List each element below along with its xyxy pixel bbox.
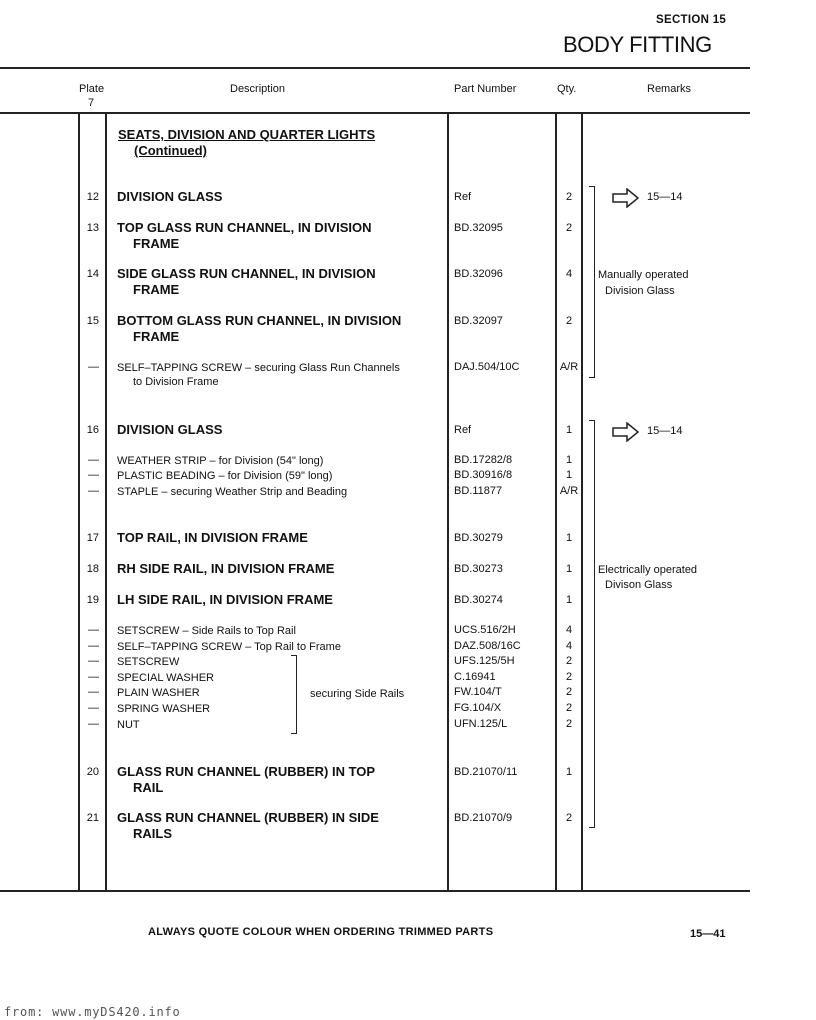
remarks-manual-line2: Division Glass (605, 285, 675, 297)
part-number: BD.30273 (454, 563, 503, 575)
part-description (117, 718, 140, 732)
section-heading-continued: (Continued) (134, 143, 207, 158)
part-description-line2: FRAME (133, 281, 180, 297)
part-description (117, 671, 214, 685)
part-description-line1: DIVISION GLASS (117, 189, 223, 204)
page-title: BODY FITTING (563, 32, 712, 57)
col-header-description: Description (230, 83, 286, 95)
footer-note: ALWAYS QUOTE COLOUR WHEN ORDERING TRIMMED PARTS (148, 926, 494, 938)
part-number: BD.32096 (454, 268, 503, 280)
arrow-right-icon (612, 422, 640, 442)
part-number: UFN.125/L (454, 718, 508, 730)
plate-number: 16 (86, 424, 99, 436)
part-number: UFS.125/5H (454, 655, 515, 667)
col-header-plate-no: 7 (88, 97, 95, 109)
quantity: 1 (565, 766, 573, 778)
part-description-line1: WEATHER STRIP – for Division (54" long) (117, 455, 324, 467)
col-header-remarks: Remarks (647, 83, 692, 95)
plate-number: 17 (86, 532, 99, 544)
plate-number: — (88, 671, 99, 683)
part-description-line1: SPECIAL WASHER (117, 672, 214, 684)
remarks-bracket-1 (589, 186, 595, 378)
remarks-bracket-2 (589, 420, 595, 828)
quantity: 2 (565, 686, 573, 698)
part-description-line1: SELF–TAPPING SCREW – Top Rail to Frame (117, 641, 341, 653)
quantity: 2 (565, 222, 573, 234)
col-line-3 (447, 112, 449, 890)
part-description (117, 530, 308, 546)
quantity: 1 (565, 532, 573, 544)
plate-number: 15 (86, 315, 99, 327)
plate-number: 19 (86, 594, 99, 606)
part-description-line2: RAILS (133, 825, 172, 841)
col-line-5 (581, 112, 583, 890)
part-description (117, 764, 375, 795)
plate-number: 12 (86, 191, 99, 203)
plate-number: — (88, 624, 99, 636)
quantity: 1 (565, 563, 573, 575)
part-number: BD.30274 (454, 594, 503, 606)
remarks-electric-line1: Electrically operated (598, 564, 698, 576)
quantity: 4 (565, 268, 573, 280)
part-description-line1: RH SIDE RAIL, IN DIVISION FRAME (117, 561, 335, 576)
part-description (117, 189, 222, 205)
plate-number: — (88, 361, 99, 373)
col-line-2 (105, 112, 107, 890)
part-description (117, 686, 200, 700)
part-number: DAZ.508/16C (454, 640, 521, 652)
quantity: 2 (565, 191, 573, 203)
part-description-line1: SETSCREW (117, 656, 180, 668)
part-number: BD.21070/9 (454, 812, 513, 824)
remarks-manual-line1: Manually operated (598, 269, 689, 281)
part-description (117, 220, 372, 251)
section-label: SECTION 15 (656, 14, 727, 26)
part-number: BD.21070/11 (454, 766, 518, 778)
plate-number: — (88, 485, 99, 497)
part-description-line1: BOTTOM GLASS RUN CHANNEL, IN DIVISION (117, 313, 402, 328)
part-number: BD.17282/8 (454, 454, 513, 466)
quantity: 2 (565, 655, 573, 667)
part-description-line1: SELF–TAPPING SCREW – securing Glass Run Channels (117, 362, 400, 374)
plate-number: — (88, 718, 99, 730)
part-description-line1: GLASS RUN CHANNEL (RUBBER) IN SIDE (117, 810, 379, 825)
quantity: A/R (559, 361, 579, 373)
part-description (117, 469, 332, 483)
part-description-line1: LH SIDE RAIL, IN DIVISION FRAME (117, 592, 333, 607)
quantity: 4 (565, 624, 573, 636)
plate-number: 20 (86, 766, 99, 778)
quantity: A/R (559, 485, 579, 497)
quantity: 1 (565, 454, 573, 466)
part-description (117, 561, 334, 577)
part-description (117, 624, 296, 638)
part-description (117, 702, 210, 716)
part-description-line2: RAIL (133, 779, 164, 795)
part-description-line1: SPRING WASHER (117, 703, 211, 715)
quantity: 4 (565, 640, 573, 652)
part-description (117, 485, 347, 499)
quantity: 2 (565, 671, 573, 683)
part-description (117, 361, 400, 389)
bottom-rule (0, 890, 750, 892)
part-description-line1: PLASTIC BEADING – for Division (59" long) (117, 470, 333, 482)
plate-number: 13 (86, 222, 99, 234)
part-description-line1: SETSCREW – Side Rails to Top Rail (117, 625, 296, 637)
part-number: C.16941 (454, 671, 496, 683)
part-description-line1: NUT (117, 719, 140, 731)
part-description-line1: PLAIN WASHER (117, 687, 200, 699)
remarks-ref-2: 15—14 (647, 425, 683, 437)
part-description (117, 810, 379, 841)
quantity: 1 (565, 424, 573, 436)
header-rule (0, 112, 750, 114)
plate-number: 14 (86, 268, 99, 280)
quantity: 2 (565, 812, 573, 824)
quantity: 1 (565, 469, 573, 481)
part-number: BD.32097 (454, 315, 503, 327)
plate-number: — (88, 655, 99, 667)
plate-number: — (88, 469, 99, 481)
plate-number: 18 (86, 563, 99, 575)
remarks-ref-1: 15—14 (647, 191, 683, 203)
part-description-line1: SIDE GLASS RUN CHANNEL, IN DIVISION (117, 266, 376, 281)
part-description (117, 454, 323, 468)
part-number: DAJ.504/10C (454, 361, 520, 373)
section-heading-title: SEATS, DIVISION AND QUARTER LIGHTS (118, 127, 376, 142)
quantity: 1 (565, 594, 573, 606)
part-number: Ref (454, 424, 472, 436)
part-number: BD.32095 (454, 222, 503, 234)
part-number: UCS.516/2H (454, 624, 516, 636)
part-description-line2: to Division Frame (133, 376, 219, 388)
remarks-electric-line2: Divison Glass (605, 579, 673, 591)
col-header-plate: Plate (79, 83, 105, 95)
part-description-line1: STAPLE – securing Weather Strip and Beading (117, 486, 348, 498)
securing-note: securing Side Rails (310, 688, 405, 700)
quantity: 2 (565, 718, 573, 730)
part-description (117, 313, 401, 344)
part-description-line1: DIVISION GLASS (117, 422, 223, 437)
part-description (117, 655, 179, 669)
arrow-right-icon (612, 188, 640, 208)
col-header-qty: Qty. (557, 83, 577, 95)
top-rule (0, 67, 750, 69)
securing-bracket (291, 655, 297, 734)
page-number: 15—41 (690, 928, 726, 940)
part-number: FG.104/X (454, 702, 502, 714)
part-description-line1: TOP RAIL, IN DIVISION FRAME (117, 530, 308, 545)
watermark-url: from: www.myDS420.info (4, 1005, 181, 1019)
col-header-part-number: Part Number (454, 83, 517, 95)
part-description (117, 422, 222, 438)
part-description-line2: FRAME (133, 235, 180, 251)
quantity: 2 (565, 702, 573, 714)
plate-number: — (88, 702, 99, 714)
part-description-line1: GLASS RUN CHANNEL (RUBBER) IN TOP (117, 764, 376, 779)
part-description (117, 592, 333, 608)
part-description-line2: FRAME (133, 328, 180, 344)
plate-number: — (88, 686, 99, 698)
section-heading (118, 127, 375, 159)
part-number: BD.30916/8 (454, 469, 513, 481)
part-number: BD.30279 (454, 532, 503, 544)
plate-number: — (88, 454, 99, 466)
plate-number: 21 (86, 812, 99, 824)
part-description-line1: TOP GLASS RUN CHANNEL, IN DIVISION (117, 220, 372, 235)
part-description (117, 266, 376, 297)
quantity: 2 (565, 315, 573, 327)
part-number: BD.11877 (454, 485, 503, 497)
part-number: FW.104/T (454, 686, 502, 698)
plate-number: — (88, 640, 99, 652)
part-description (117, 640, 341, 654)
part-number: Ref (454, 191, 472, 203)
